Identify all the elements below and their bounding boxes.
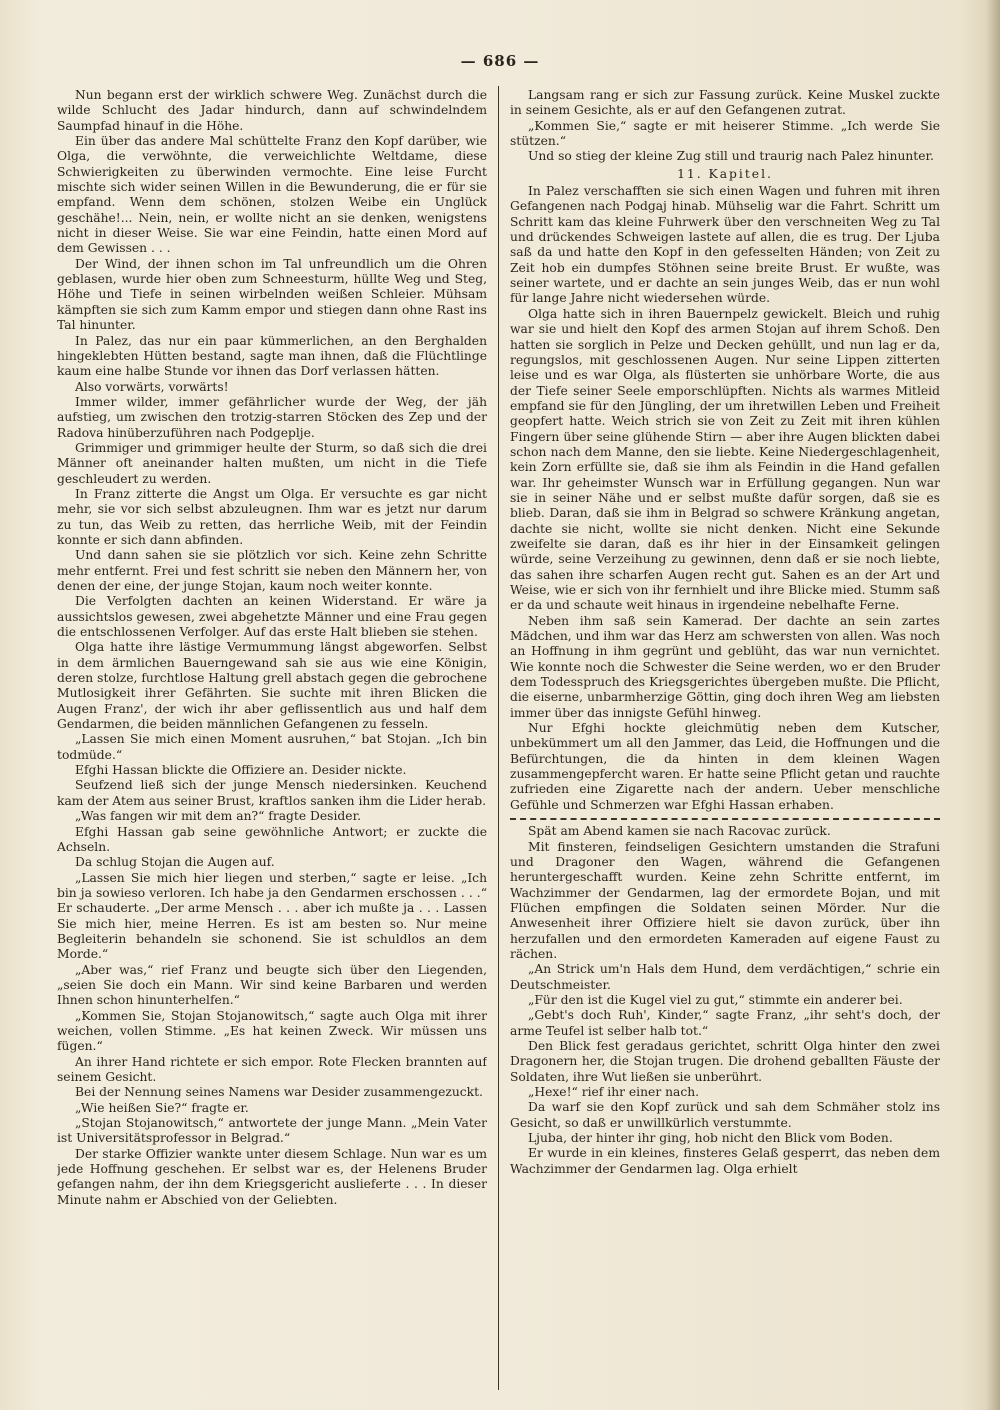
paragraph: „Wie heißen Sie?“ fragte er.: [75, 1100, 249, 1115]
right-column: [510, 88, 940, 1380]
paragraph: „Lassen Sie mich einen Moment ausruhen,“ bat Stojan. „Ich bin todmüde.“: [57, 732, 487, 762]
paragraph: Die Verfolgten dachten an keinen Widerstand. Er wäre ja aussichtslos gewesen, zwei abgehetzte Männer und eine Frau gegen die entschlossenen Verfolger. Auf das erste Halt blieben sie stehen.: [57, 594, 487, 640]
paragraph: „Für den ist die Kugel viel zu gut,“ stimmte ein anderer bei.: [528, 992, 903, 1007]
paragraph: Nun begann erst der wirklich schwere Weg. Zunächst durch die wilde Schlucht des Jadar hindurch, dann auf schwindelndem Saumpfad hinauf in die Höhe.: [57, 88, 487, 133]
paragraph: Ein über das andere Mal schüttelte Franz den Kopf darüber, wie Olga, die verwöhnte, die verweichlichte Weltdame, diese Schwierigkeiten zu überwinden vermochte. Eine leise Furcht mischte sich wider seinen Willen in die Bewunderung, die er für sie empfand. Wenn dem schönen, stolzen Weibe ein Unglück geschähe!... Nein, nein, er wollte nicht an sie denken, wenigstens nicht in dieser Weise. Sie war eine Feindin, hatte einen Mord auf dem Gewissen . . .: [57, 134, 487, 256]
paragraph: Da warf sie den Kopf zurück und sah dem Schmäher stolz ins Gesicht, so daß er unwillkürlich verstummte.: [510, 1100, 940, 1130]
right-column-continuation: [510, 88, 940, 165]
paragraph: „Kommen Sie, Stojan Stojanowitsch,“ sagte auch Olga mit ihrer weichen, vollen Stimme. „Es hat keinen Zweck. Wir müssen uns fügen.“: [57, 1008, 487, 1054]
paragraph: „Gebt's doch Ruh', Kinder,“ sagte Franz, „ihr seht's doch, der arme Teufel ist selber halb tot.“: [510, 1008, 940, 1038]
paragraph: „Kommen Sie,“ sagte er mit heiserer Stimme. „Ich werde Sie stützen.“: [510, 118, 940, 149]
chapter-body: [510, 184, 940, 813]
paragraph: Mit finsteren, feindseligen Gesichtern umstanden die Strafuni und Dragoner den Wagen, während die Gefangenen heruntergeschafft wurden. Keine zehn Schritte entfernt, im Wachzimmer der Gendarmen, lag der ermordete Bojan, und mit Flüchen empfingen die Soldaten seinen Mörder. Nur die Anwesenheit ihrer Offiziere hielt sie davon zurück, über ihn herzufallen und den ermordeten Kameraden auf eigene Faust zu rächen.: [510, 839, 940, 961]
paragraph: Den Blick fest geradaus gerichtet, schritt Olga hinter den zwei Dragonern her, die Stojan trugen. Die drohend geballten Fäuste der Soldaten, ihre Wut ließen sie unberührt.: [510, 1038, 940, 1084]
paragraph: Efghi Hassan blickte die Offiziere an. Desider nickte.: [75, 763, 407, 778]
paragraph: Efghi Hassan gab seine gewöhnliche Antwort; er zuckte die Achseln.: [57, 824, 487, 854]
section-after-divider: [510, 824, 940, 1177]
left-column: [57, 88, 487, 1380]
page-number: — 686 —: [460, 52, 540, 70]
paragraph: Ljuba, der hinter ihr ging, hob nicht den Blick vom Boden.: [528, 1131, 893, 1146]
chapter-heading: 11. Kapitel.: [677, 166, 773, 181]
paragraph: Bei der Nennung seines Namens war Desider zusammengezuckt.: [75, 1085, 483, 1100]
paragraph: Der Wind, der ihnen schon im Tal unfreundlich um die Ohren geblasen, wurde hier oben zum Schneesturm, hüllte Weg und Steg, Höhe und Tiefe in seinen wirbelnden weißen Schleier. Mühsam kämpften sie sich zum Kamm empor und stiegen dann ohne Rast ins Tal hinunter.: [57, 256, 487, 333]
paragraph: Er wurde in ein kleines, finsteres Gelaß gesperrt, das neben dem Wachzimmer der Gendarmen lag. Olga erhielt: [510, 1146, 940, 1176]
paragraph: Der starke Offizier wankte unter diesem Schlage. Nun war es um jede Hoffnung geschehen. Er selbst war es, der Helenens Bruder gefangen nahm, der ihn dem Kriegsgericht auslieferte . . . In dieser Minute nahm er Abschied von der Geliebten.: [57, 1146, 487, 1207]
paragraph: Da schlug Stojan die Augen auf.: [75, 855, 275, 870]
paragraph: „Lassen Sie mich hier liegen und sterben,“ sagte er leise. „Ich bin ja sowieso verloren. Ich habe ja den Gendarmen erschossen . . .“ Er schauderte. „Der arme Mensch . . . aber ich mußte ja . . . Lassen Sie mich hier, meine Herren. Es ist am besten so. Nur meine Begleiterin behandeln sie schonend. Sie ist schuldlos an dem Morde.“: [57, 870, 487, 962]
paragraph: Und so stieg der kleine Zug still und traurig nach Palez hinunter.: [528, 149, 934, 164]
paragraph: Olga hatte ihre lästige Vermummung längst abgeworfen. Selbst in dem ärmlichen Bauerngewand sah sie aus wie eine Königin, deren stolze, furchtlose Haltung grell abstach gegen die gebrochene Mutlosigkeit ihrer Gefährten. Sie suchte mit ihren Blicken die Augen Franz', der wich ihr aber geflissentlich aus und half dem Gendarmen, die beiden männlichen Gefangenen zu fesseln.: [57, 640, 487, 732]
paragraph: In Palez, das nur ein paar kümmerlichen, an den Berghalden hingeklebten Hütten bestand, sagte man ihnen, daß die Flüchtlinge kaum eine halbe Stunde vor ihnen das Dorf verlassen hätten.: [57, 333, 487, 379]
paragraph: „An Strick um'n Hals dem Hund, dem verdächtigen,“ schrie ein Deutschmeister.: [510, 962, 940, 992]
paragraph: „Was fangen wir mit dem an?“ fragte Desider.: [75, 809, 362, 824]
paragraph: „Aber was,“ rief Franz und beugte sich über den Liegenden, „seien Sie doch ein Mann. Wir sind keine Barbaren und werden Ihnen schon hinunterhelfen.“: [57, 962, 487, 1008]
paragraph: Neben ihm saß sein Kamerad. Der dachte an sein zartes Mädchen, und ihm war das Herz am schwersten von allen. Was noch an Hoffnung in ihm gegrünt und geblüht, das war nun vernichtet. Wie konnte noch die Schwester die Seine werden, wo er den Bruder dem Todesspruch des Kriegsgerichtes übergeben mußte. Die Pflicht, die eiserne, unbarmherzige Göttin, ging doch ihren Weg am liebsten immer über das innigste Gefühl hinweg.: [510, 613, 940, 720]
paragraph: In Franz zitterte die Angst um Olga. Er versuchte es gar nicht mehr, sie vor sich selbst abzuleugnen. Ihm war es jetzt nur darum zu tun, das Weib zu retten, das herrliche Weib, mit der Feindin konnte er sich dann abfinden.: [57, 486, 487, 547]
paragraph: „Stojan Stojanowitsch,“ antwortete der junge Mann. „Mein Vater ist Universitätsprofessor in Belgrad.“: [57, 1116, 487, 1146]
page-edge-shadow: [986, 0, 1000, 1410]
paragraph: Seufzend ließ sich der junge Mensch niedersinken. Keuchend kam der Atem aus seiner Brust, kraftlos sanken ihm die Lider herab.: [57, 778, 487, 808]
paragraph: Langsam rang er sich zur Fassung zurück. Keine Muskel zuckte in seinem Gesichte, als er auf den Gefangenen zutrat.: [510, 88, 940, 118]
section-divider: [510, 818, 940, 820]
paragraph: An ihrer Hand richtete er sich empor. Rote Flecken brannten auf seinem Gesicht.: [57, 1054, 487, 1084]
paragraph: Olga hatte sich in ihren Bauernpelz gewickelt. Bleich und ruhig war sie und hielt den Kopf des armen Stojan auf ihrem Schoß. Den hatten sie sorglich in Pelze und Decken gehüllt, und nun lag er da, regungslos, mit geschlossenen Augen. Nur seine Lippen zitterten leise und es war Olga, als flüsterten sie unhörbare Worte, die aus der Tiefe seiner Seele emporschlüpften. Nichts als warmes Mitleid empfand sie für den Jüngling, der um ihretwillen Leben und Freiheit geopfert hatte. Weich strich sie von Zeit zu Zeit mit ihren kühlen Fingern über seine glühende Stirn — aber ihre Augen blickten dabei schon nach dem Manne, den sie liebte. Keine Niedergeschlagenheit, kein Zorn erfüllte sie, daß sie ihm als Feindin in die Hand gefallen war. Ihr geheimster Wunsch war in Erfüllung gegangen. Nun war sie in seiner Nähe und er selbst mußte dafür sorgen, daß sie es blieb. Daran, daß sie ihm in Belgrad so schwere Kränkung angetan, dachte sie nicht, wollte sie nicht denken. Nicht eine Sekunde zweifelte sie daran, daß es ihr hier in der Einsamkeit gelingen würde, seine Verzeihung zu gewinnen, denn daß er sie noch liebte, das sahen ihre scharfen Augen recht gut. Sahen es an der Art und Weise, wie er sich von ihr fernhielt und ihre Blicke mied. Stumm saß er da und schaute weit hinaus in irgendeine nebelhafte Ferne.: [510, 306, 940, 613]
paragraph: In Palez verschafften sie sich einen Wagen und fuhren mit ihren Gefangenen nach Podgaj hinab. Mühselig war die Fahrt. Schritt um Schritt kam das kleine Fuhrwerk über den verschneiten Weg zu Tal und drückendes Schweigen lastete auf allen, die es trug. Der Ljuba saß da und hatte den Kopf in den gefesselten Händen; von Zeit zu Zeit hob ein dumpfes Stöhnen seine breite Brust. Er wußte, was seiner wartete, und er dachte an sein junges Weib, das er nun wohl für lange Jahre nicht wiedersehen würde.: [510, 184, 940, 306]
paragraph: „Hexe!“ rief ihr einer nach.: [528, 1085, 700, 1099]
paragraph: Spät am Abend kamen sie nach Racovac zurück.: [528, 824, 831, 839]
paragraph: Immer wilder, immer gefährlicher wurde der Weg, der jäh aufstieg, um zwischen den trotzig-starren Stöcken des Zep und der Radova hinüberzuführen nach Podgeplje.: [57, 394, 487, 440]
paragraph: Und dann sahen sie sie plötzlich vor sich. Keine zehn Schritte mehr entfernt. Frei und fest schritt sie neben den Männern her, von denen der eine, der junge Stojan, kaum noch weiter konnte.: [57, 548, 487, 593]
paragraph: Nur Efghi hockte gleichmütig neben dem Kutscher, unbekümmert um all den Jammer, das Leid, die Hoffnungen und die Befürchtungen, die da hinten in dem kleinen Wagen zusammengepfercht waren. Er hatte seine Pflicht getan und rauchte zufrieden eine Zigarette nach der andern. Ueber menschliche Gefühle und Schmerzen war Efghi Hassan erhaben.: [510, 721, 940, 812]
paragraph: Also vorwärts, vorwärts!: [75, 379, 229, 394]
column-rule: [498, 86, 499, 1390]
paragraph: Grimmiger und grimmiger heulte der Sturm, so daß sich die drei Männer oft aneinander halten mußten, um nicht in die Tiefe geschleudert zu werden.: [57, 440, 487, 486]
